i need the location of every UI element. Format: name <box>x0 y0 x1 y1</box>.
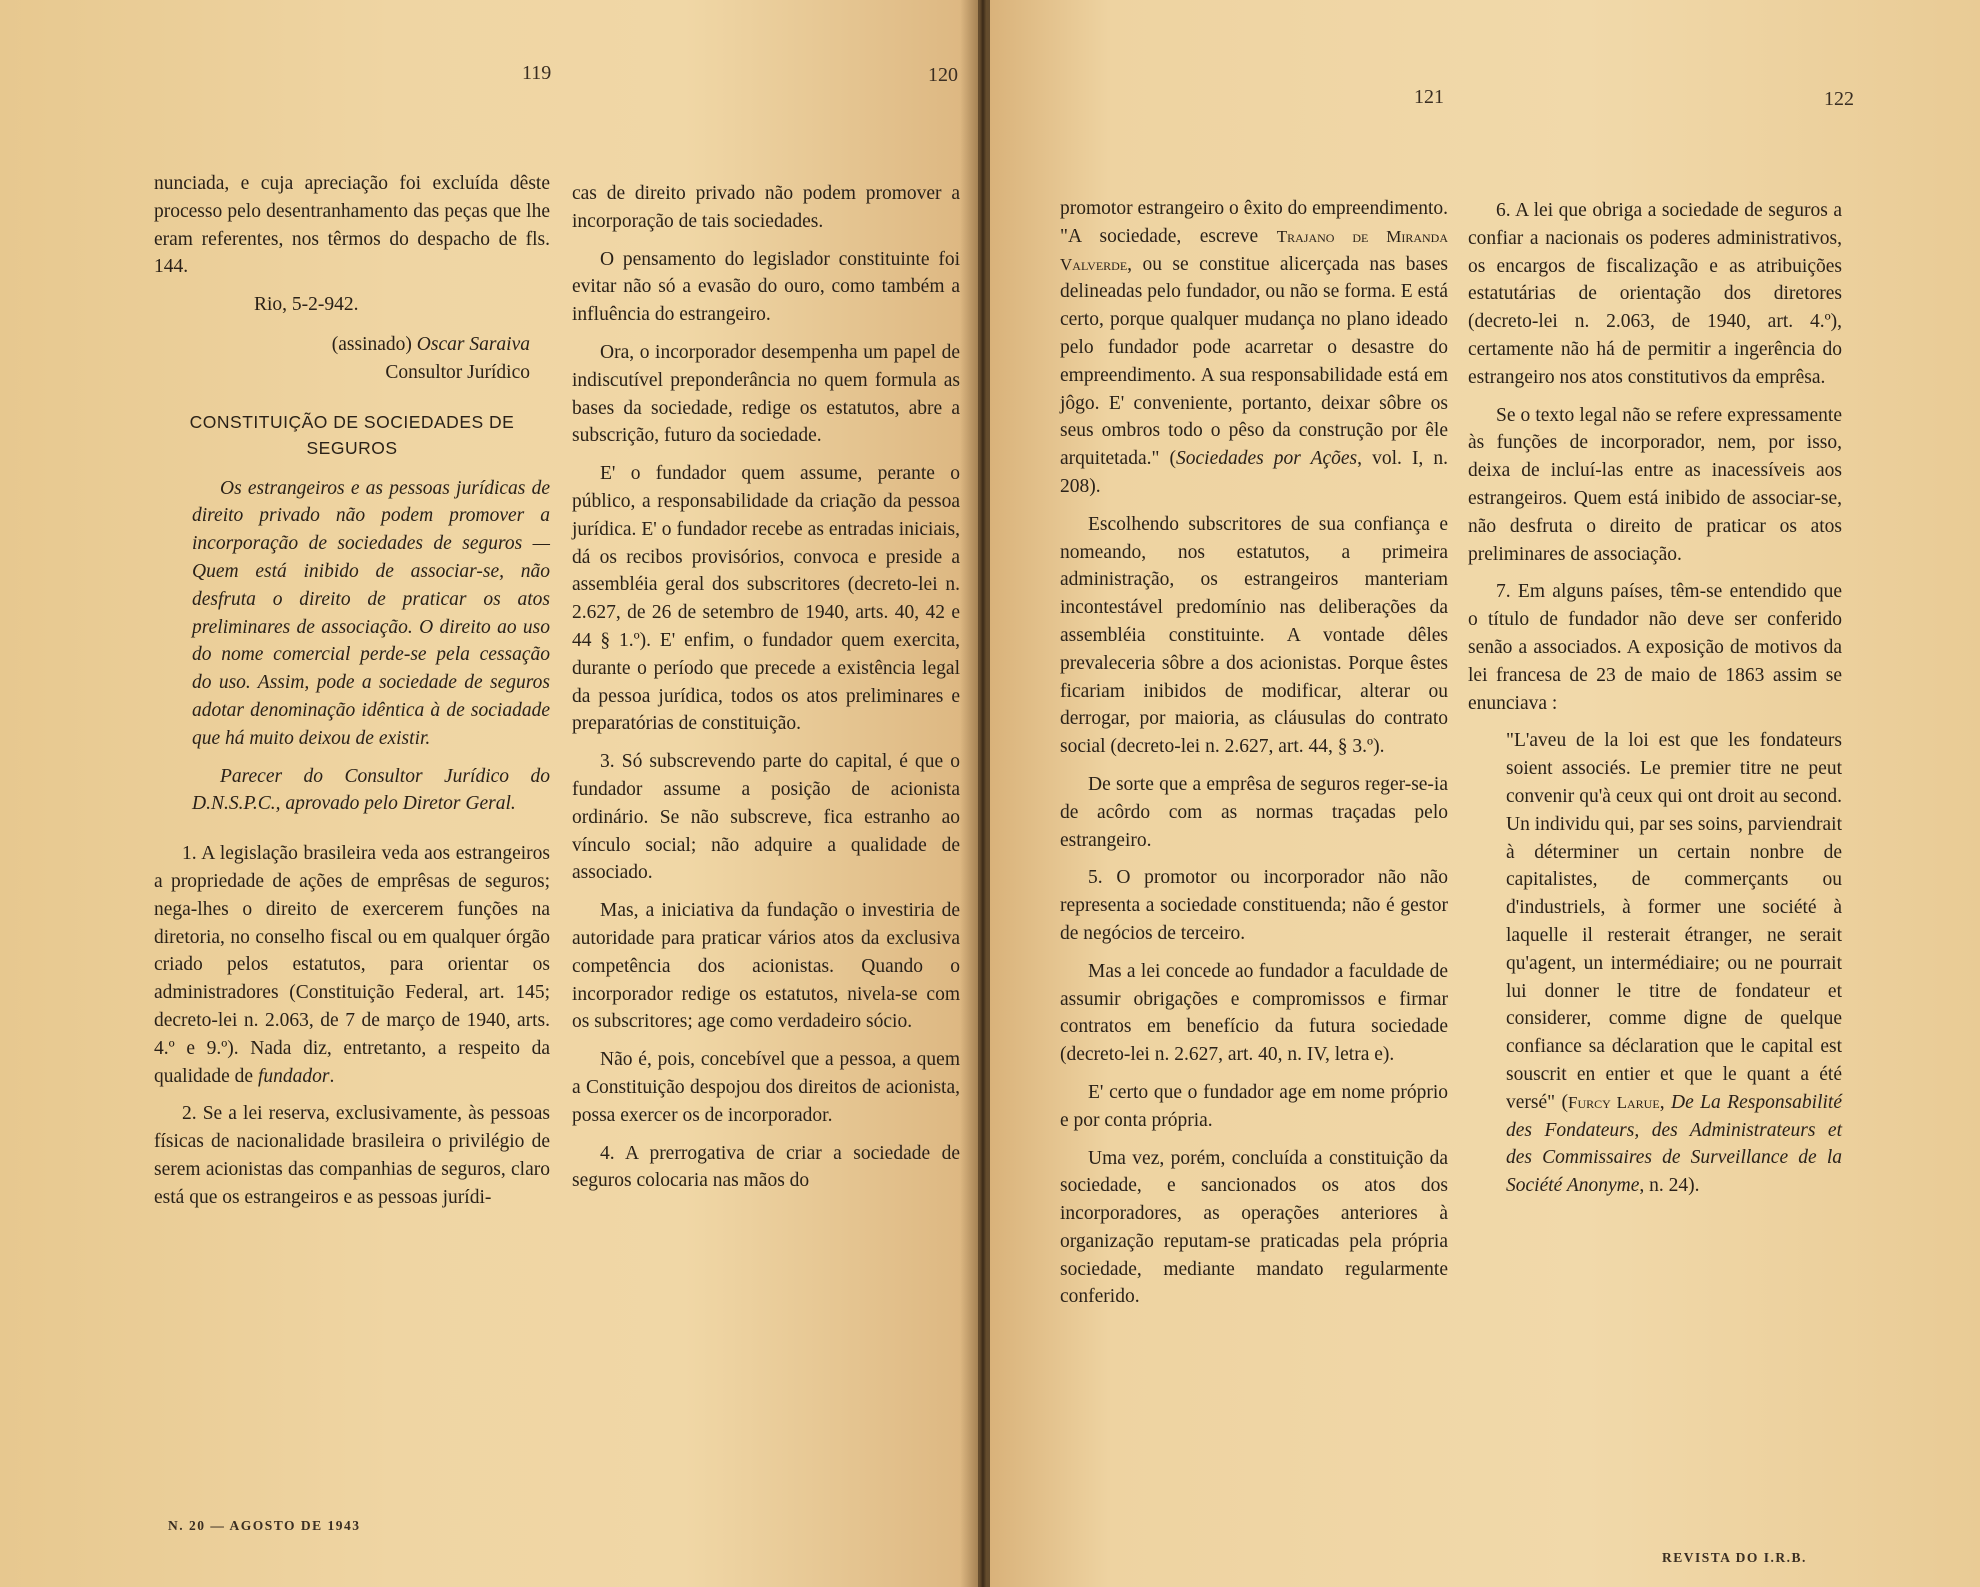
paragraph: Escolhendo subscritores de sua confiança e nomeando, nos estatutos, a primeira administração, os estrangeiros manteriam incontestável predomínio nas deliberações da assembléia constituinte. A vontade dêles prevaleceria sôbre a dos acionistas. Porque êstes ficariam inibidos de modificar, alterar ou derrogar, por maioria, as cláusulas do contrato social (decreto-lei n. 2.627, art. 44, § 3.º). <box>1060 513 1448 758</box>
paragraph: 5. O promotor ou incorporador não não representa a sociedade constituenda; não é gestor de negócios de terceiro. <box>1060 867 1448 944</box>
quote-book: De La Responsabilité des Fondateurs, des Administrateurs et des Commissaires de Surveillance de la Société Anonyme <box>1506 1091 1843 1197</box>
paragraph: 2. Se a lei reserva, exclusivamente, às pessoas físicas de nacionalidade brasileira o privilégio de serem acionistas das companhias de seguros, claro está que os estrangeiros e as pessoas jurídi- <box>154 1103 550 1208</box>
page-number-121: 121 <box>1414 86 1444 108</box>
signature-date: Rio, 5-2-942. <box>254 294 359 316</box>
quote-text: "L'aveu de la loi est que les fondateurs soient associés. Le premier titre ne peut convenir qu'à ceux qui ont droit au second. Un individu qui, par ses soins, parviendrait à déterminer un certain nonbre de capitalistes, de commerçants ou d'industriels, à former une société à laquelle il resterait étranger, ne serait qu'agent, un intermédiaire; ou ne pourrait lui donner le titre de fondateur et considerer, comme digne de quelque confiance sa déclaration que le capital est souscrit en entier et que le quant a été versé" ( <box>1506 730 1842 1113</box>
column-119 <box>154 170 550 1222</box>
p1-text-b: , ou se constitue alicerçada nas bases delineadas pelo fundador, ou não se forma. E está certo, porque qualquer mudança no plano ideado pelo fundador pode acarretar o desastre do empreendimento. A sua responsabilidade está em jôgo. E' conveniente, portanto, deixar sôbre os seus ombros todo o pêso da construção por êle arquitetada." ( <box>1060 253 1448 470</box>
quote-separator: , <box>1659 1091 1671 1113</box>
paragraph-1-italic: fundador <box>257 1065 330 1087</box>
paragraph: Se o texto legal não se refere expressamente às funções de incorporador, nem, por isso, deixa de incluí-las entre as inacessíveis aos estrangeiros. Quem está inibido de associar-se, não desfruta o direito de praticar os atos preliminares de associação. <box>1468 404 1842 565</box>
paragraph: E' o fundador quem assume, perante o público, a responsabilidade da criação da pessoa jurídica. E' o fundador recebe as entradas iniciais, dá os recibos provisórios, convoca e preside a assembléia geral dos subscritores (decreto-lei n. 2.627, de 26 de setembro de 1940, arts. 40, 42 e 44 § 1.º). E' enfim, o fundador quem exercita, durante o período que precede a existência legal da pessoa jurídica, todos os atos preliminares e preparatórias de constituição. <box>572 463 960 735</box>
page-number-122: 122 <box>1824 88 1854 110</box>
footer-journal: REVISTA DO I.R.B. <box>1662 1550 1807 1565</box>
french-quote <box>1506 727 1842 1200</box>
p1-text-c: , vol. I, n. 208). <box>1060 448 1448 497</box>
page-number-119: 119 <box>522 62 552 84</box>
paragraph: O pensamento do legislador constituinte foi evitar não só a evasão do ouro, como também a influência do estrangeiro. <box>572 248 960 326</box>
signer-name: Oscar Saraiva <box>416 333 530 355</box>
signature-line <box>154 331 550 359</box>
paragraph-1-text: 1. A legislação brasileira veda aos estrangeiros a propriedade de ações de emprêsas de seguros; nega-lhes o direito de exercerem funções na diretoria, no conselho fiscal ou em qualquer órgão criado pelos estatutos, para orientar os administradores (Constituição Federal, art. 145; decreto-lei n. 2.063, de 7 de março de 1940, arts. 4.º e 9.º). Nada diz, entretanto, a respeito da qualidade de <box>154 843 550 1087</box>
paragraph: E' certo que o fundador age em nome próprio e por conta própria. <box>1060 1081 1448 1131</box>
opinion-note: Parecer do Consultor Jurídico do D.N.S.P.C., aprovado pelo Diretor Geral. <box>192 765 550 815</box>
signer-title: Consultor Jurídico <box>385 361 530 383</box>
quote-end: , n. 24). <box>1639 1175 1700 1197</box>
paragraph: nunciada, e cuja apreciação foi excluída dêste processo pelo desentranhamento das peças que lhe eram referentes, nos têrmos do despacho de fls. 144. <box>154 173 550 278</box>
paragraph: Mas, a iniciativa da fundação o investiria de autoridade para praticar vários atos da exclusiva competência dos acionistas. Quando o incorporador redige os estatutos, nivela-se com os subscritores; age como verdadeiro sócio. <box>572 900 960 1033</box>
paragraph: Mas a lei concede ao fundador a faculdade de assumir obrigações e compromissos e firmar contratos em benefício da futura sociedade (decreto-lei n. 2.627, art. 40, n. IV, letra e). <box>1060 960 1448 1066</box>
right-page <box>990 0 1980 1587</box>
paragraph: 1. A legislação brasileira veda aos estrangeiros a propriedade de ações de emprêsas de seguros; nega-lhes o direito de exercerem funções na diretoria, no conselho fiscal ou em qualquer órgão criado pelos estatutos, para orientar os administradores (Constituição Federal, art. 145; decreto-lei n. 2.063, de 7 de março de 1940, arts. 4.º e 9.º). Nada diz, entretanto, a respeito da qualidade de fundador. <box>154 843 550 1087</box>
footer-issue: N. 20 — AGOSTO DE 1943 <box>168 1518 361 1533</box>
section-heading: CONSTITUIÇÃO DE SOCIEDADES DE SEGUROS <box>189 411 515 458</box>
cited-book: Sociedades por Ações <box>1176 448 1358 470</box>
paragraph: 3. Só subscrevendo parte do capital, é que o fundador assume a posição de acionista ordinário. Se não subscreve, fica estranho ao vínculo social; não adquire a qualidade de associado. <box>572 751 960 884</box>
column-122 <box>1468 197 1842 1210</box>
paragraph: Ora, o incorporador desempenha um papel de indiscutível preponderância no quem formula as bases da sociedade, redige os estatutos, abre a subscrição, futuro da sociedade. <box>572 341 960 447</box>
quote-author: Furcy Larue <box>1568 1092 1660 1112</box>
paragraph: 4. A prerrogativa de criar a sociedade de seguros colocaria nas mãos do <box>572 1142 960 1192</box>
column-120 <box>572 180 960 1205</box>
paragraph: Uma vez, porém, concluída a constituição da sociedade, e sancionados os atos dos incorporadores, as operações anteriores à organização reputam-se praticadas pela própria sociedade, mediante mandato regularmente conferido. <box>1060 1147 1448 1308</box>
column-121 <box>1060 195 1448 1321</box>
signed-label: (assinado) <box>331 333 412 355</box>
p1-text-a: promotor estrangeiro o êxito do empreendimento. "A sociedade, escreve <box>1060 198 1448 247</box>
page-number-120: 120 <box>928 64 958 86</box>
left-page <box>0 0 978 1587</box>
paragraph: De sorte que a emprêsa de seguros reger-se-ia de acôrdo com as normas traçadas pelo estrangeiro. <box>1060 773 1448 851</box>
cited-author: Trajano de Miranda Valverde <box>1060 226 1448 274</box>
summary-paragraph: Os estrangeiros e as pessoas jurídicas de direito privado não podem promover a incorporação de sociedades de seguros — Quem está inibido de associar-se, não desfruta o direito de praticar os atos preliminares de associação. O direito ao uso do nome comercial perde-se pela cessação do uso. Assim, pode a sociedade de seguros adotar denominação idêntica à de sociadade que há muito deixou de existir. <box>192 477 550 749</box>
paragraph <box>1060 195 1448 501</box>
paragraph: 6. A lei que obriga a sociedade de seguros a confiar a nacionais os poderes administrativos, os encargos de fiscalização e as atribuições estatutárias de orientação dos diretores (decreto-lei n. 2.063, de 1940, art. 4.º), certamente não há de permitir a ingerência do estrangeiro nos atos constitutivos da emprêsa. <box>1468 200 1842 388</box>
paragraph: 7. Em alguns países, têm-se entendido que o título de fundador não deve ser conferido senão a associados. A exposição de motivos da lei francesa de 23 de maio de 1863 assim se enunciava : <box>1468 581 1842 714</box>
paragraph: Não é, pois, concebível que a pessoa, a quem a Constituição despojou dos direitos de acionista, possa exercer os de incorporador. <box>572 1049 960 1126</box>
paragraph: cas de direito privado não podem promover a incorporação de tais sociedades. <box>572 183 960 232</box>
